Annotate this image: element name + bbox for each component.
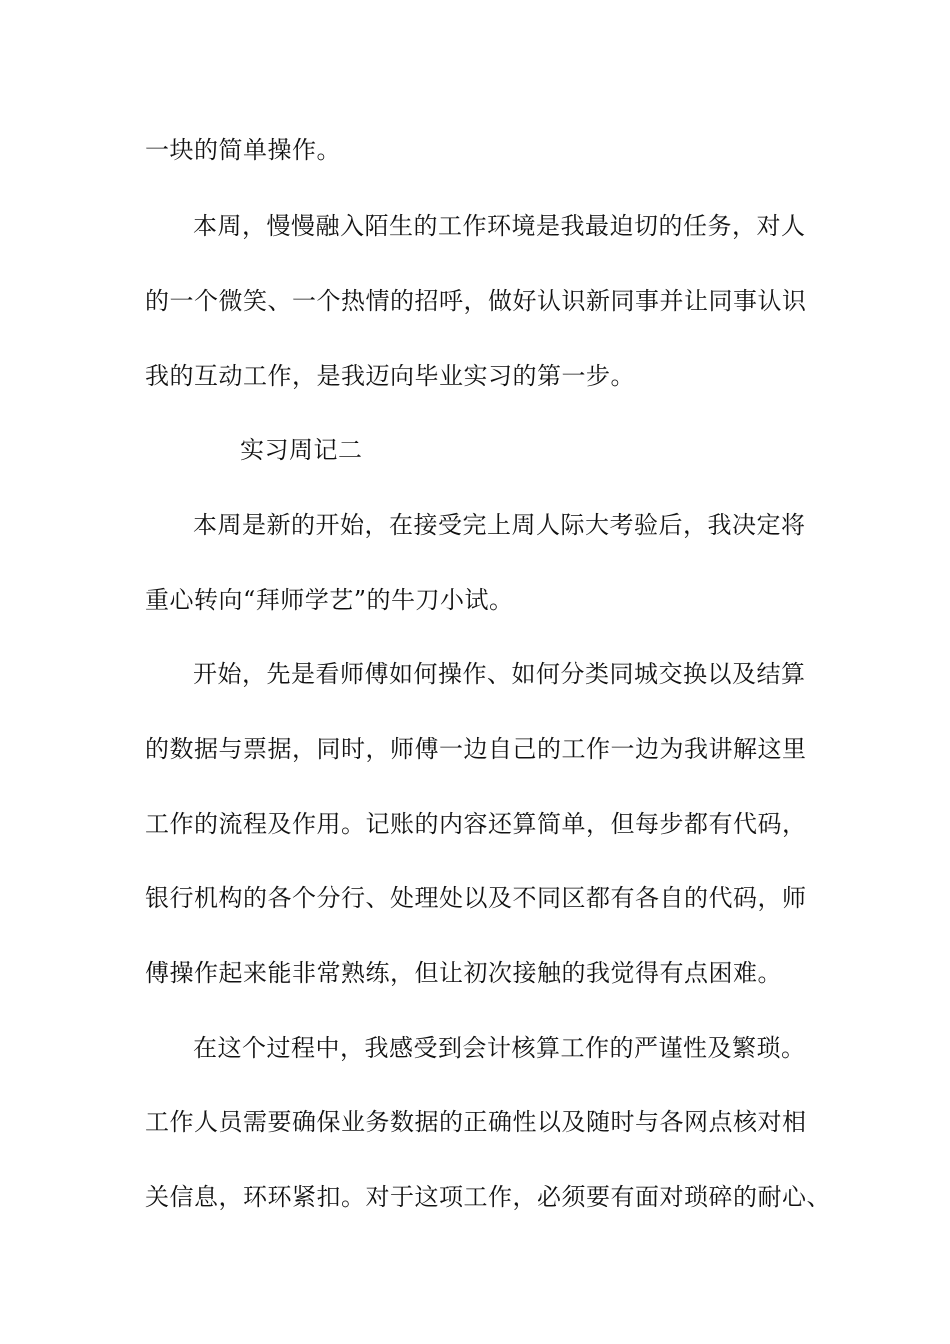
text-line: 工作人员需要确保业务数据的正确性以及随时与各网点核对相 bbox=[145, 1108, 807, 1136]
text-line: 重心转向“拜师学艺”的牛刀小试。 bbox=[145, 586, 514, 614]
text-line: 的一个微笑、一个热情的招呼，做好认识新同事并让同事认识 bbox=[145, 287, 807, 315]
paragraph-first-line: 本周，慢慢融入陌生的工作环境是我最迫切的任务，对人 bbox=[193, 212, 806, 240]
text-line: 我的互动工作，是我迈向毕业实习的第一步。 bbox=[145, 362, 635, 390]
paragraph-first-line: 本周是新的开始，在接受完上周人际大考验后，我决定将 bbox=[193, 511, 806, 539]
text-line: 傅操作起来能非常熟练，但让初次接触的我觉得有点困难。 bbox=[145, 959, 782, 987]
paragraph-first-line: 在这个过程中，我感受到会计核算工作的严谨性及繁琐。 bbox=[193, 1034, 806, 1062]
text-line: 工作的流程及作用。记账的内容还算简单，但每步都有代码， bbox=[145, 810, 807, 838]
text-line: 的数据与票据，同时，师傅一边自己的工作一边为我讲解这里 bbox=[145, 735, 807, 763]
paragraph-first-line: 开始，先是看师傅如何操作、如何分类同城交换以及结算 bbox=[193, 660, 806, 688]
text-line: 一块的简单操作。 bbox=[145, 136, 341, 164]
text-line: 银行机构的各个分行、处理处以及不同区都有各自的代码，师 bbox=[145, 884, 807, 912]
text-line: 关信息，环环紧扣。对于这项工作，必须要有面对琐碎的耐心、 bbox=[145, 1183, 831, 1211]
section-heading: 实习周记二 bbox=[240, 436, 363, 464]
